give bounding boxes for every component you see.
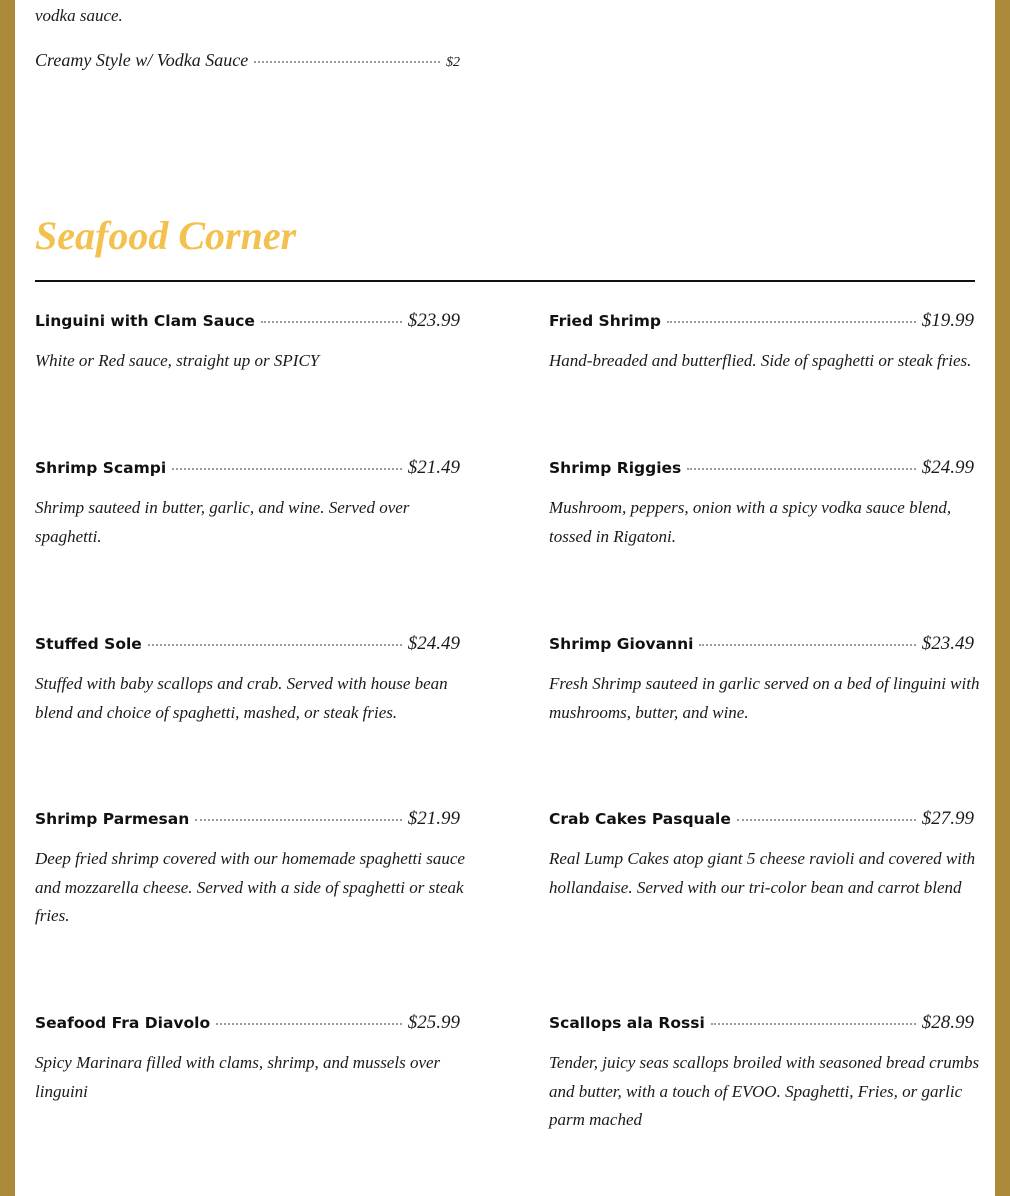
- dotted-leader: [711, 1023, 916, 1025]
- menu-item-price: $27.99: [921, 808, 974, 829]
- menu-item-header: [549, 808, 974, 830]
- dotted-leader: [667, 321, 916, 323]
- dotted-leader: [254, 61, 440, 63]
- menu-item-description: Hand-breaded and butterflied. Side of spaghetti or steak fries.: [549, 351, 972, 370]
- dotted-leader: [195, 819, 402, 821]
- dotted-leader: [172, 468, 402, 470]
- menu-item-name: Shrimp Riggies: [549, 459, 682, 477]
- menu-item-header: [549, 310, 974, 332]
- menu-item-price: $21.49: [407, 457, 460, 478]
- addon-price: $2: [446, 55, 460, 70]
- menu-item-description: White or Red sauce, straight up or SPICY: [35, 351, 320, 370]
- menu-item-price: $23.49: [921, 633, 974, 654]
- dotted-leader: [216, 1023, 402, 1025]
- addon-name: Creamy Style w/ Vodka Sauce: [35, 50, 249, 70]
- menu-item-name: Shrimp Scampi: [35, 459, 167, 477]
- dotted-leader: [737, 819, 916, 821]
- menu-item-header: [35, 633, 460, 655]
- menu-item-header: [549, 633, 974, 655]
- dotted-leader: [261, 321, 402, 323]
- menu-item-price: $25.99: [407, 1012, 460, 1033]
- menu-item-price: $23.99: [407, 310, 460, 331]
- menu-item-name: Shrimp Parmesan: [35, 810, 190, 828]
- menu-item-header: [549, 1012, 974, 1034]
- menu-page: [15, 0, 995, 1196]
- section-divider: [35, 280, 975, 282]
- dotted-leader: [148, 644, 402, 646]
- menu-item-name: Shrimp Giovanni: [549, 635, 694, 653]
- item-description-fragment: vodka sauce.: [35, 6, 123, 25]
- menu-item-name: Fried Shrimp: [549, 312, 661, 330]
- menu-item-description: Stuffed with baby scallops and crab. Served with house bean blend and choice of spaghetti, mashed, or steak fries.: [35, 674, 448, 722]
- menu-item-header: [35, 808, 460, 830]
- menu-item-description: Mushroom, peppers, onion with a spicy vodka sauce blend, tossed in Rigatoni.: [549, 498, 952, 546]
- menu-item-name: Linguini with Clam Sauce: [35, 312, 255, 330]
- menu-item-name: Scallops ala Rossi: [549, 1014, 705, 1032]
- menu-item-description: Tender, juicy seas scallops broiled with seasoned bread crumbs and butter, with a touch of EVOO. Spaghetti, Fries, or garlic parm mached: [549, 1053, 980, 1129]
- menu-item-name: Stuffed Sole: [35, 635, 142, 653]
- menu-item-price: $24.49: [407, 633, 460, 654]
- menu-item-price: $28.99: [921, 1012, 974, 1033]
- menu-item-description: Real Lump Cakes atop giant 5 cheese ravioli and covered with hollandaise. Served with our tri-color bean and carrot blend: [549, 849, 976, 897]
- menu-item-name: Seafood Fra Diavolo: [35, 1014, 211, 1032]
- menu-item-header: [35, 310, 460, 332]
- menu-item-description: Fresh Shrimp sauteed in garlic served on a bed of linguini with mushrooms, butter, and wine.: [549, 674, 980, 722]
- menu-item-description: Spicy Marinara filled with clams, shrimp, and mussels over linguini: [35, 1053, 441, 1101]
- menu-item-header: [35, 457, 460, 479]
- dotted-leader: [687, 468, 915, 470]
- menu-item-name: Crab Cakes Pasquale: [549, 810, 731, 828]
- menu-item-price: $24.99: [921, 457, 974, 478]
- dotted-leader: [699, 644, 915, 646]
- menu-item-header: [35, 1012, 460, 1034]
- addon-row: [35, 50, 460, 71]
- menu-item-header: [549, 457, 974, 479]
- menu-item-description: Shrimp sauteed in butter, garlic, and wine. Served over spaghetti.: [35, 498, 410, 546]
- menu-item-price: $19.99: [921, 310, 974, 331]
- section-title: Seafood Corner: [35, 213, 297, 258]
- menu-item-price: $21.99: [407, 808, 460, 829]
- menu-item-description: Deep fried shrimp covered with our homemade spaghetti sauce and mozzarella cheese. Served with a side of spaghetti or steak fries.: [35, 849, 465, 925]
